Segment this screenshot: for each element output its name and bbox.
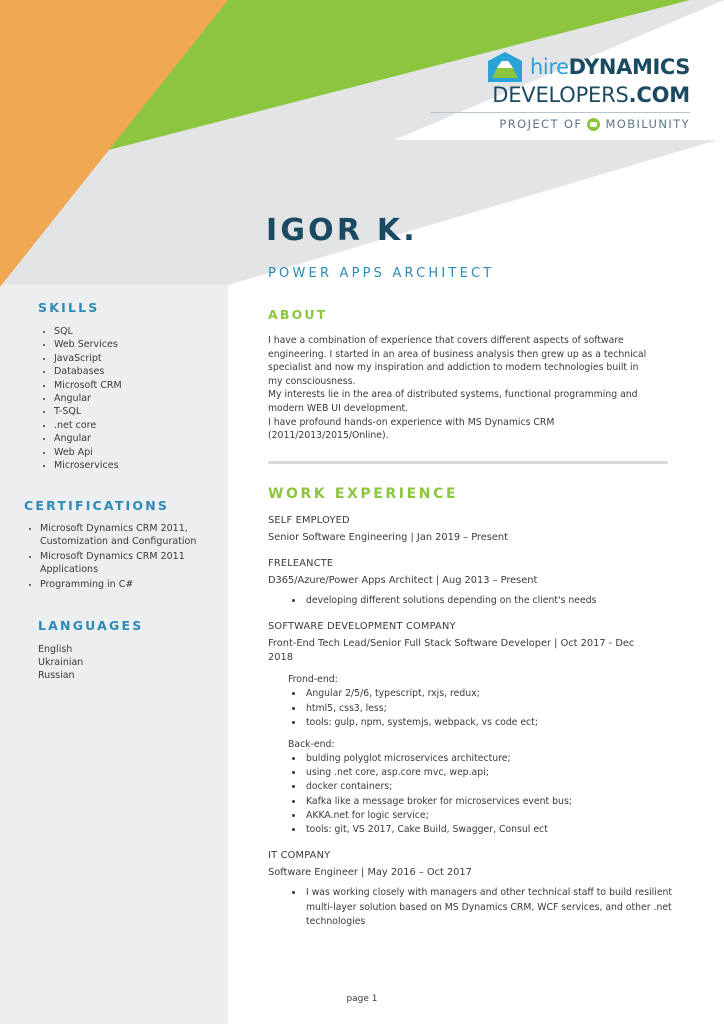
logo-line1 (530, 55, 690, 79)
job-company: SELF EMPLOYED (268, 514, 350, 526)
job-title: Front-End Tech Lead/Senior Full Stack Software Developer | Oct 2017 - Dec 2018 (268, 638, 635, 664)
section-divider (268, 461, 668, 464)
logo-tagline (430, 117, 690, 131)
page-footer: page 1 (346, 994, 378, 1004)
list-item: • .net core (54, 419, 210, 432)
skills-section (38, 300, 210, 472)
job-company: SOFTWARE DEVELOPMENT COMPANY (268, 621, 456, 633)
logo-primary-row (430, 52, 690, 82)
logo-line2-bold: .COM (628, 83, 690, 107)
list-item: • developing different solutions depending on the client's needs (304, 594, 676, 609)
job-role-subtitle: POWER APPS ARCHITECT (268, 266, 495, 281)
job-entry-software-development-company (266, 621, 676, 837)
logo-line1-light: hire (529, 55, 569, 79)
logo-divider (430, 112, 690, 113)
list-item: • Microsoft Dynamics CRM 2011, Customization and Configuration (40, 523, 210, 548)
skills-heading: SKILLS (38, 300, 100, 315)
job-bullets (266, 886, 676, 930)
about-paragraph: I have a combination of experience that covers different aspects of software engineering. I started in an area of business analysis then grew up as a technical specialist and now my inspiration and addiction to modern technologies built in my consciousness. (268, 335, 647, 387)
certifications-list (24, 523, 210, 591)
job-title: Software Engineer | May 2016 – Oct 2017 (268, 867, 472, 879)
logo-tagline-brand: MOBILUNITY (605, 117, 690, 131)
list-item: • Angular (54, 392, 210, 405)
page-title: IGOR K. (266, 213, 418, 248)
logo-tagline-prefix: PROJECT OF (499, 117, 583, 131)
languages-section (38, 618, 210, 683)
list-item: • Databases (54, 365, 210, 378)
list-item: • AKKA.net for logic service; (304, 809, 676, 823)
work-experience-heading: WORK EXPERIENCE (268, 485, 459, 502)
frontend-label: Frond-end: (288, 674, 338, 686)
job-bullets (266, 594, 676, 609)
job-entry-it-company (266, 850, 676, 930)
list-item: • Microservices (54, 459, 210, 472)
list-item: • bulding polyglot microservices architecture; (304, 752, 676, 766)
list-item: • Angular (54, 432, 210, 445)
list-item: • I was working closely with managers and other technical staff to build resilient multi-layer solution based on MS Dynamics CRM, WCF services, and other .net technologies (304, 886, 676, 930)
list-item: • Programming in C# (40, 579, 210, 591)
list-item: • using .net core, asp.core mvc, wep.api; (304, 766, 676, 780)
skills-list (38, 325, 210, 472)
about-heading: ABOUT (268, 307, 328, 322)
list-item: • SQL (54, 325, 210, 338)
list-item: English (38, 643, 73, 655)
logo-line1-bold: DYNAMICS (568, 55, 690, 79)
languages-list (38, 643, 210, 683)
languages-heading: LANGUAGES (38, 617, 144, 633)
job-company: IT COMPANY (268, 850, 331, 862)
about-paragraph: My interests lie in the area of distributed systems, functional programming and modern WEB UI development. (268, 389, 638, 414)
mobilunity-icon (587, 118, 600, 131)
logo-line2-plain: DEVELOPERS (492, 83, 629, 107)
logo-line2 (430, 83, 690, 107)
job-company: FRELEANCTE (268, 557, 334, 569)
sidebar (0, 300, 228, 709)
list-item: • Microsoft CRM (54, 379, 210, 392)
about-paragraph: I have profound hands-on experience with MS Dynamics CRM (2011/2013/2015/Online). (268, 416, 555, 442)
hexagon-layers-icon (488, 52, 522, 82)
list-item: Russian (38, 670, 75, 682)
list-item: • Web Services (54, 338, 210, 351)
list-item: • tools: gulp, npm, systemjs, webpack, vs code ect; (304, 716, 676, 730)
certifications-section (24, 498, 210, 591)
list-item: • Microsoft Dynamics CRM 2011 Applications (40, 551, 210, 576)
list-item: • docker containers; (304, 780, 676, 794)
backend-label: Back-end: (288, 738, 335, 750)
list-item: • Web Api (54, 446, 210, 459)
list-item: • JavaScript (54, 352, 210, 365)
list-item: Ukrainian (38, 656, 84, 668)
job-entry-freelance (266, 558, 676, 609)
backend-bullets (266, 752, 676, 837)
list-item: • Angular 2/5/6, typescript, rxjs, redux; (304, 687, 676, 701)
job-entry-self-employed (266, 515, 676, 545)
list-item: • T-SQL (54, 405, 210, 418)
list-item: • tools: git, VS 2017, Cake Build, Swagger, Consul ect (304, 823, 676, 837)
certifications-heading: CERTIFICATIONS (24, 498, 170, 514)
list-item: • html5, css3, less; (304, 702, 676, 716)
brand-logo[interactable] (430, 52, 690, 131)
list-item: • Kafka like a message broker for microservices event bus; (304, 795, 676, 809)
frontend-bullets (266, 687, 676, 730)
main-content (266, 214, 676, 930)
job-title: D365/Azure/Power Apps Architect | Aug 2013 – Present (268, 574, 538, 586)
job-title: Senior Software Engineering | Jan 2019 – Present (268, 531, 508, 543)
about-text (268, 334, 648, 443)
